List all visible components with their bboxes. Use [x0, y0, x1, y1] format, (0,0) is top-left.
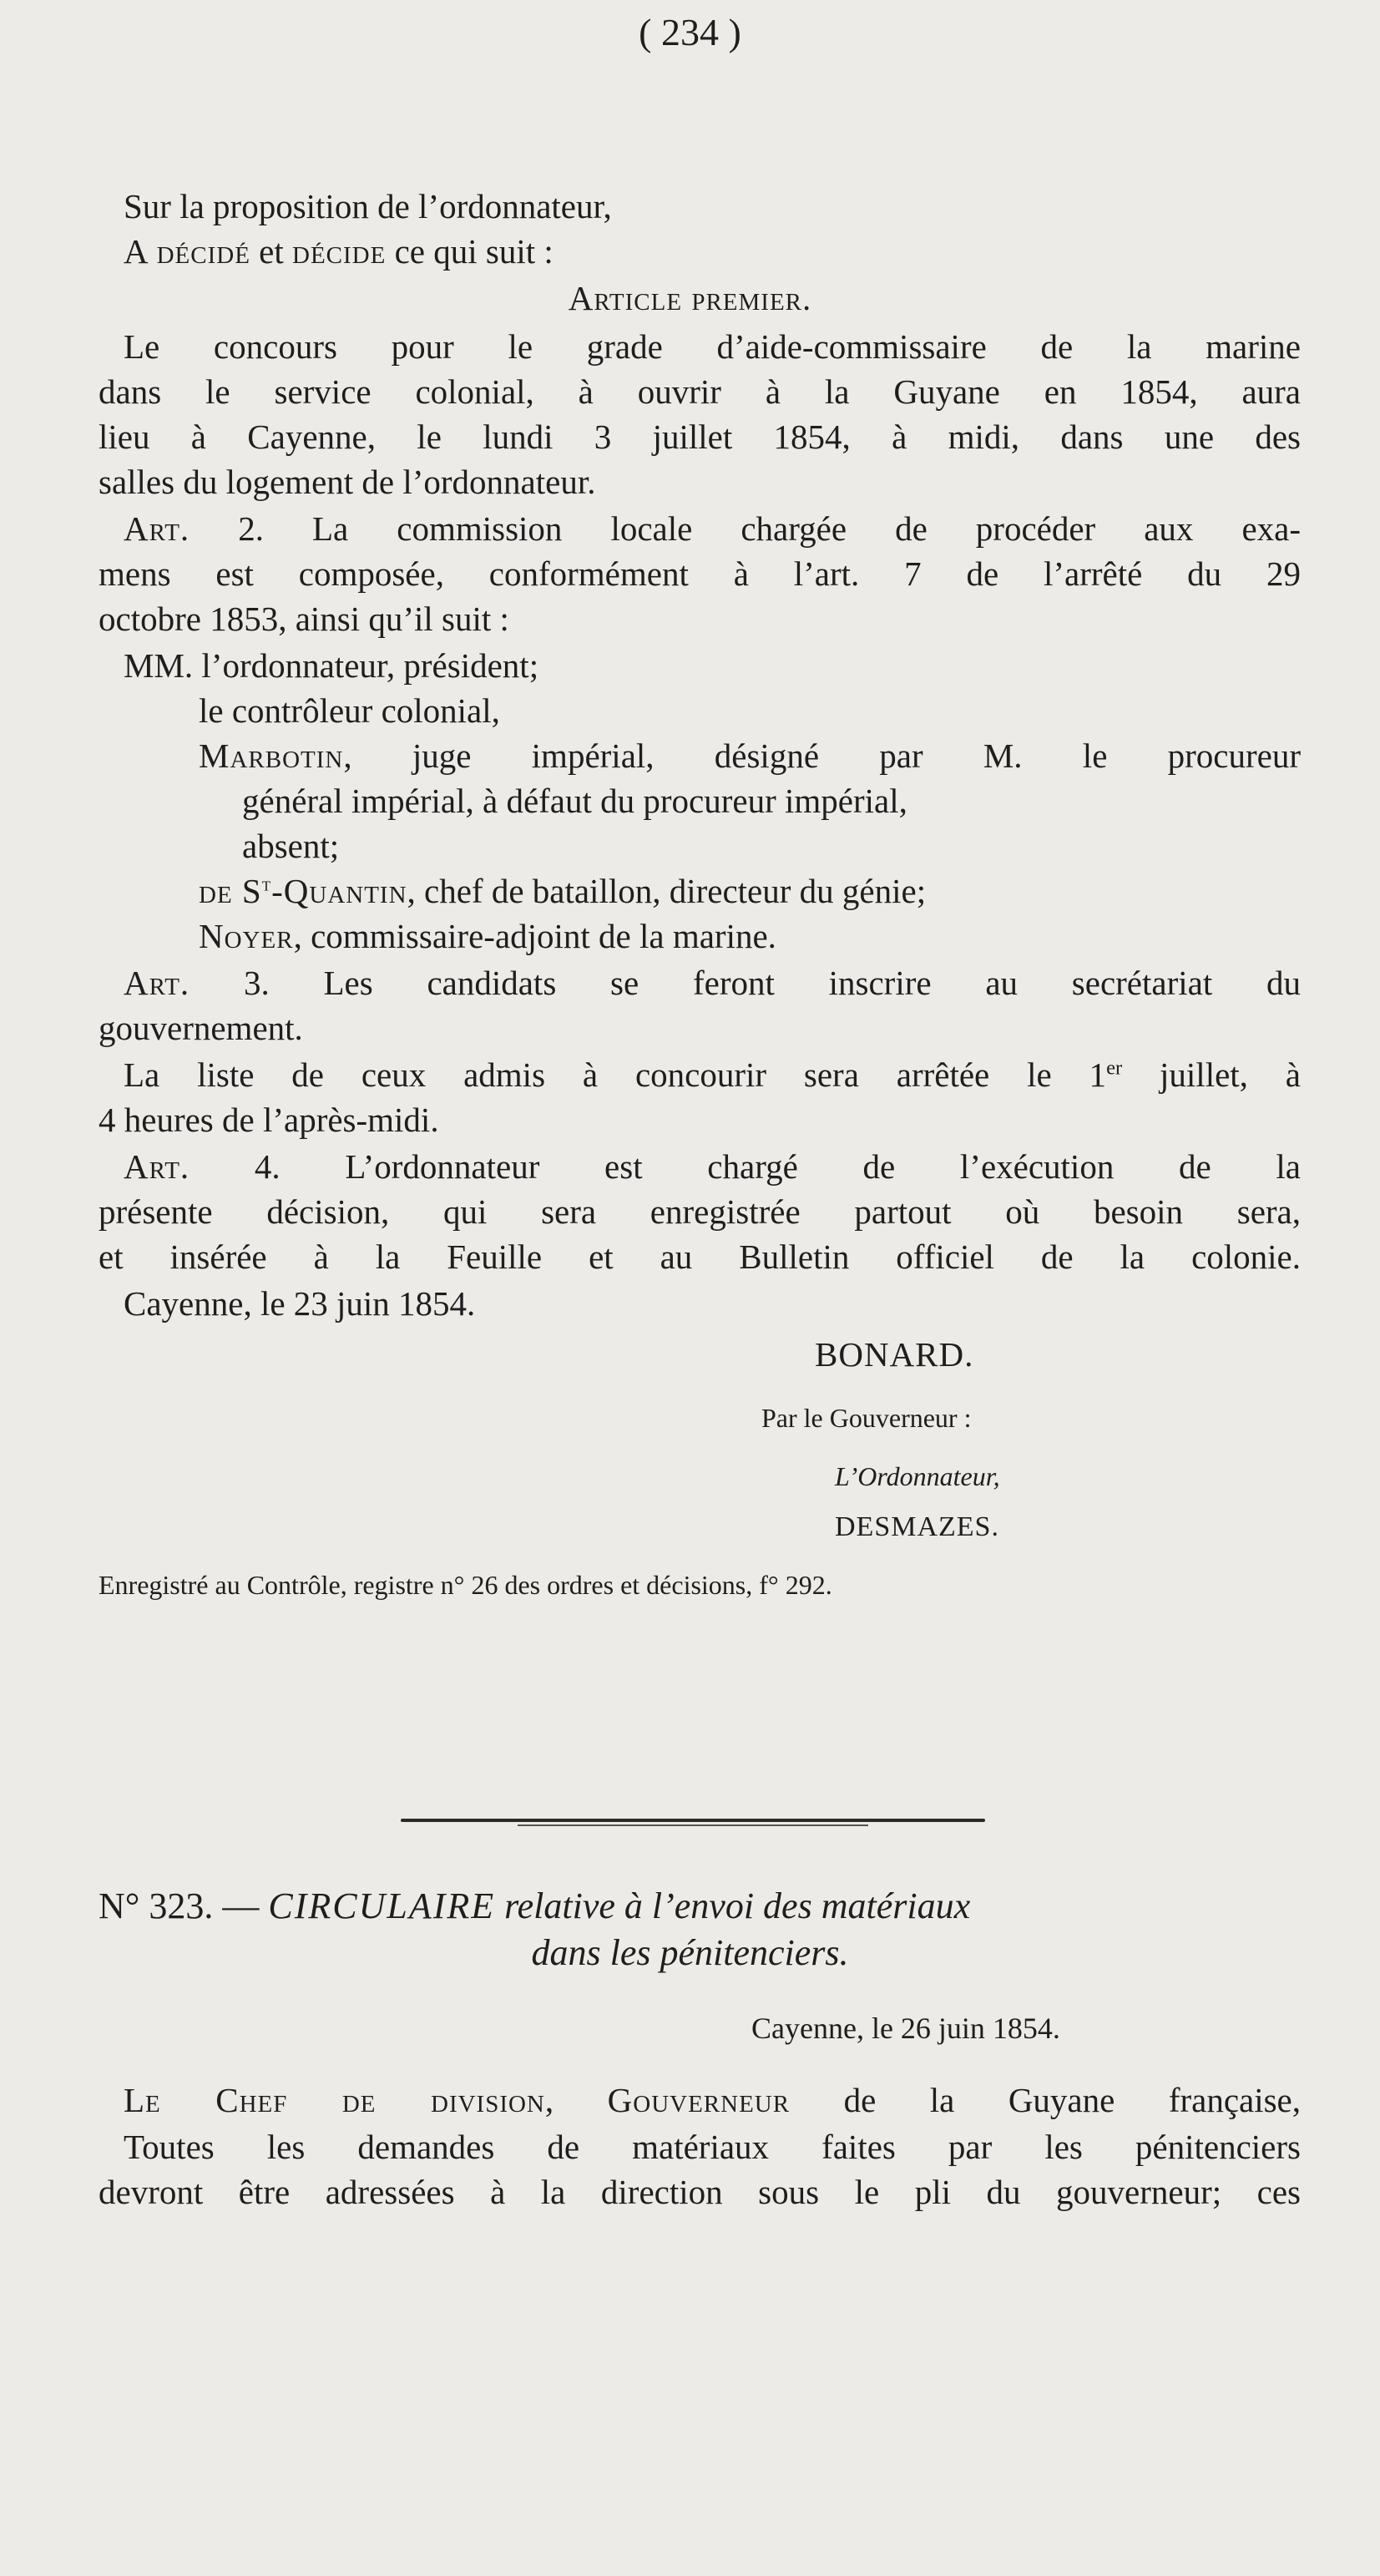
text-line: le contrôleur colonial, [199, 691, 500, 730]
text-line: mens est composée, conformément à l’art. 7 de l’arrêté du 29 [99, 554, 1301, 593]
registration-note: Enregistré au Contrôle, registre n° 26 des ordres et décisions, f° 292. [99, 1570, 832, 1600]
text-line: Cayenne, le 23 juin 1854. [124, 1284, 476, 1323]
text-line: gouvernement. [99, 1009, 303, 1047]
text-line: Sur la proposition de l’ordonnateur, [124, 187, 612, 225]
signature-by: Par le Gouverneur : [761, 1403, 972, 1433]
text-line: et insérée à la Feuille et au Bulletin officiel de la colonie. [99, 1237, 1301, 1276]
text-line: devront être adressées à la direction sous le pli du gouverneur; ces [99, 2173, 1301, 2211]
text-line: Art. 3. Les candidats se feront inscrire au secrétariat du [124, 964, 1301, 1002]
text-line: Marbotin, juge impérial, désigné par M. le procureur [199, 736, 1301, 775]
text-line: MM. l’ordonnateur, président; [124, 646, 539, 685]
member-name: Marbotin [199, 736, 344, 775]
text-line: dans le service colonial, à ouvrir à la Guyane en 1854, aura [99, 372, 1301, 411]
signature-title: L’Ordonnateur, [835, 1461, 1000, 1491]
member-name: Noyer [199, 917, 294, 955]
text-line: 4 heures de l’après-midi. [99, 1101, 439, 1139]
text-line: Art. 4. L’ordonnateur est chargé de l’exécution de la [124, 1147, 1301, 1186]
signature-name: DESMAZES. [835, 1511, 999, 1542]
circular-number: N° 323. — [99, 1885, 260, 1926]
article-label: Art. [124, 1147, 190, 1186]
page-number: ( 234 ) [639, 11, 741, 53]
member-name: de $S^t$-Quantin [199, 872, 407, 910]
text-line: Noyer, commissaire-adjoint de la marine. [199, 917, 776, 955]
decide-label: A décidé [124, 232, 250, 271]
text-line: général impérial, à défaut du procureur impérial, [242, 782, 907, 820]
circular-title: CIRCULAIRE relative à l’envoi des matériaux [268, 1885, 971, 1926]
text-line: octobre 1853, ainsi qu’il suit : [99, 600, 509, 638]
text-line: lieu à Cayenne, le lundi 3 juillet 1854, à midi, dans une des [99, 418, 1301, 456]
text-line: de $S^t$-Quantin, chef de bataillon, directeur du génie; [199, 872, 927, 910]
signature-name: BONARD. [815, 1335, 974, 1374]
text-line: absent; [242, 827, 340, 865]
section-divider [401, 1819, 985, 1822]
text-line: Toutes les demandes de matériaux faites par les pénitenciers [124, 2128, 1301, 2166]
circular-title: dans les pénitenciers. [531, 1932, 849, 1973]
circular-date: Cayenne, le 26 juin 1854. [751, 2012, 1060, 2045]
text-line: salles du logement de l’ordonnateur. [99, 463, 596, 501]
article-label: Art. [124, 509, 190, 548]
section-divider [518, 1824, 868, 1826]
article-heading: Article premier. [568, 279, 812, 317]
text-line: Art. 2. La commission locale chargée de procéder aux exa- [124, 509, 1301, 548]
text-line: Le Chef de division, Gouverneur de la Guyane française, [124, 2081, 1302, 2119]
text-line: Le concours pour le grade d’aide-commissaire de la marine [124, 327, 1301, 366]
decide-label: décide [292, 232, 387, 271]
text-line: présente décision, qui sera enregistrée partout où besoin sera, [99, 1192, 1301, 1231]
text-line: A décidé et décide ce qui suit : [124, 232, 554, 271]
circular-heading [99, 1884, 1301, 1929]
article-label: Art. [124, 964, 190, 1002]
text-line: La liste de ceux admis à concourir sera arrêtée le 1er juillet, à [124, 1055, 1301, 1094]
